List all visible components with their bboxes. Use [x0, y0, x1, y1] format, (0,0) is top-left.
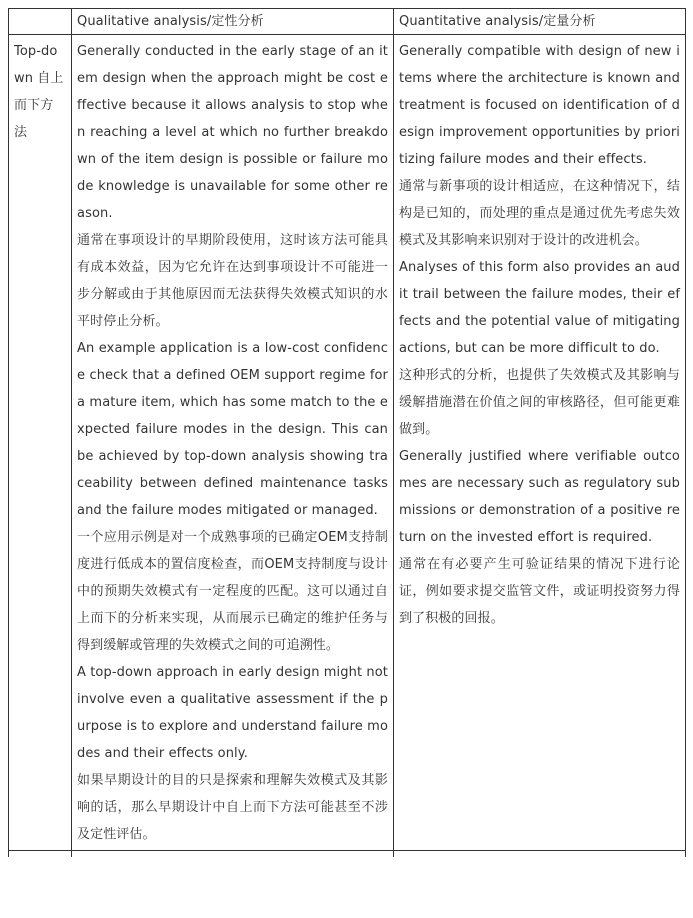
header-quantitative-cell: Quantitative analysis/定量分析 — [394, 9, 686, 35]
quantitative-paragraph-2: 通常与新事项的设计相适应，在这种情况下，结构是已知的，而处理的重点是通过优先考虑失效模式及其影响来识别对于设计的改进机会。 — [399, 179, 680, 248]
quantitative-paragraph-4: 这种形式的分析，也提供了失效模式及其影响与缓解措施潜在价值之间的审核路径，但可能更难做到。 — [399, 368, 680, 437]
table-row-top-down — [9, 35, 686, 851]
next-row-label-cell — [9, 851, 72, 858]
qualitative-paragraph-5: A top-down approach in early design might not involve even a qualitative assessment if the purpose is to explore and understand failure modes and their effects only. — [77, 665, 388, 761]
quantitative-cell — [394, 35, 686, 851]
qualitative-paragraph-6: 如果早期设计的目的只是探索和理解失效模式及其影响的话，那么早期设计中自上而下方法可能甚至不涉及定性评估。 — [77, 773, 388, 842]
qualitative-paragraph-1: Generally conducted in the early stage of an item design when the approach might be cost effective because it allows analysis to stop when reaching a level at which no further breakdown of the item design is possible or failure mode knowledge is unavailable for some other reason. — [77, 44, 388, 221]
analysis-comparison-table — [8, 8, 686, 857]
table-next-row-partial — [9, 851, 686, 858]
header-corner-cell — [9, 9, 72, 35]
quantitative-paragraph-6: 通常在有必要产生可验证结果的情况下进行论证，例如要求提交监管文件，或证明投资努力得到了积极的回报。 — [399, 557, 680, 626]
quantitative-paragraph-1: Generally compatible with design of new items where the architecture is known and treatment is focused on identification of design improvement opportunities by prioritizing failure modes and their effects. — [399, 44, 680, 167]
table-header-row — [9, 9, 686, 35]
row-label-top-down: Top-do wn 自上而下方法 — [9, 35, 72, 851]
qualitative-paragraph-3: An example application is a low-cost confidence check that a defined OEM support regime for a mature item, which has some match to the expected failure modes in the design. This can be achieved by top-down analysis showing traceability between defined maintenance tasks and the failure modes mitigated or managed. — [77, 341, 388, 518]
quantitative-paragraph-3: Analyses of this form also provides an audit trail between the failure modes, their effects and the potential value of mitigating actions, but can be more difficult to do. — [399, 260, 680, 356]
header-qualitative-cell: Qualitative analysis/定性分析 — [72, 9, 394, 35]
next-row-qualitative-cell — [72, 851, 394, 858]
qualitative-paragraph-2: 通常在事项设计的早期阶段使用，这时该方法可能具有成本效益，因为它允许在达到事项设计不可能进一步分解或由于其他原因而无法获得失效模式知识的水平时停止分析。 — [77, 233, 388, 329]
qualitative-cell — [72, 35, 394, 851]
qualitative-paragraph-4: 一个应用示例是对一个成熟事项的已确定OEM支持制度进行低成本的置信度检查，而OEM支持制度与设计中的预期失效模式有一定程度的匹配。这可以通过自上而下的分析来实现，从而展示已确定的维护任务与得到缓解或管理的失效模式之间的可追溯性。 — [77, 530, 388, 653]
next-row-quantitative-cell — [394, 851, 686, 858]
quantitative-paragraph-5: Generally justified where verifiable outcomes are necessary such as regulatory submissions or demonstration of a positive return on the invested effort is required. — [399, 449, 680, 545]
